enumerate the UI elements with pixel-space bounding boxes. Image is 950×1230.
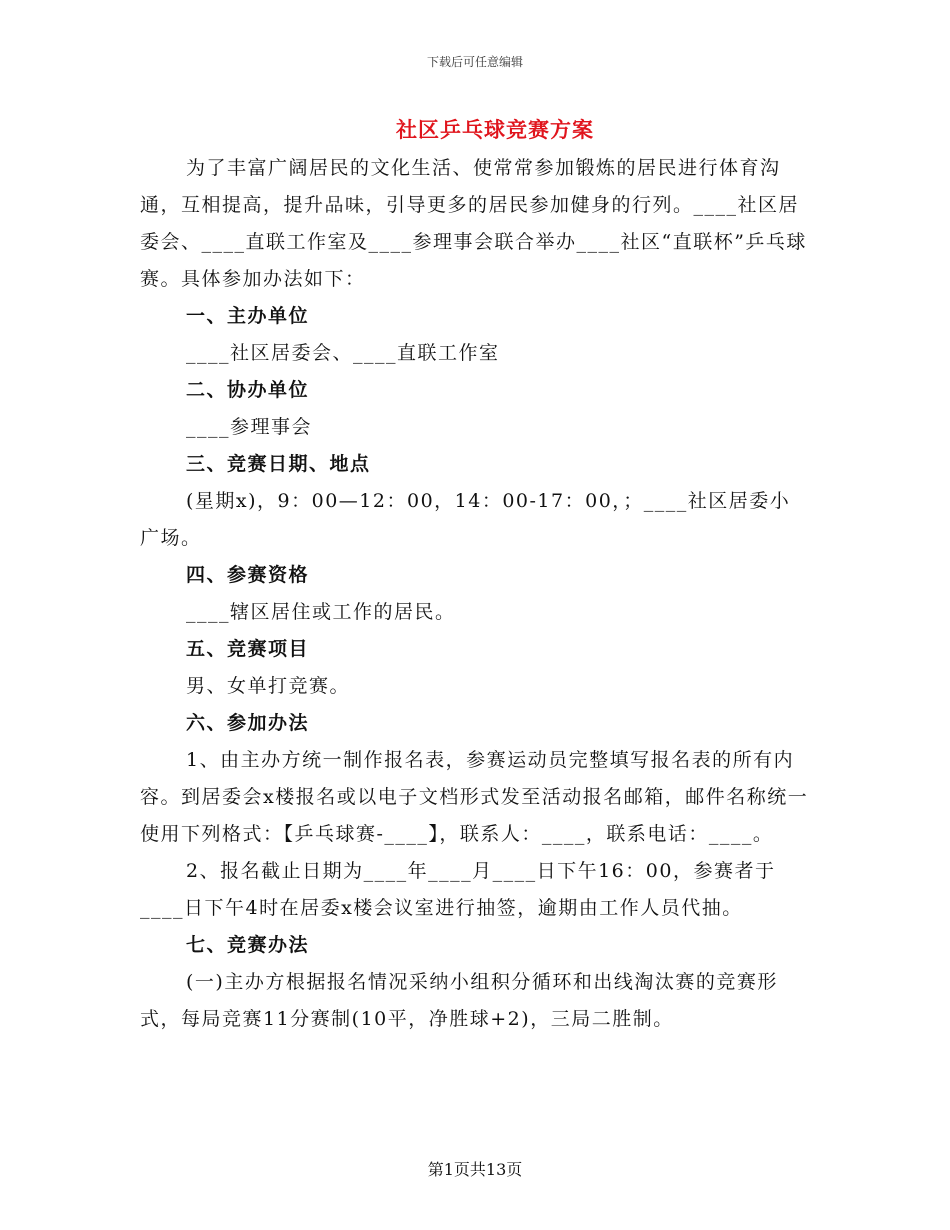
signup-item-2: 2、报名截止日期为____年____月____日下午16：00，参赛者于____日下午4时在居委x楼会议室进行抽签，逾期由工作人员代抽。 xyxy=(140,860,776,919)
section-body-events: 男、女单打竞赛。 xyxy=(186,675,351,697)
section-heading-signup: 六、参加办法 xyxy=(186,712,310,734)
section-body-co-organizer: ____参理事会 xyxy=(186,416,313,438)
section-heading-organizer: 一、主办单位 xyxy=(186,305,310,327)
section-body-rules: (一)主办方根据报名情况采纳小组积分循环和出线淘汰赛的竞赛形式，每局竞赛11分赛制(10平，净胜球+2)，三局二胜制。 xyxy=(140,971,778,1030)
section-heading-date-location: 三、竞赛日期、地点 xyxy=(186,453,371,475)
intro-paragraph: 为了丰富广阔居民的文化生活、使常常参加锻炼的居民进行体育沟通，互相提高，提升品味，引导更多的居民参加健身的行列。____社区居委会、____直联工作室及____参理事会联合举办____社区“直联杯”乒乓球赛。具体参加办法如下： xyxy=(140,157,807,290)
section-body-date-location: (星期x)，9：00—12：00，14：00-17：00，；____社区居委小广场。 xyxy=(140,490,791,549)
signup-item-1: 1、由主办方统一制作报名表，参赛运动员完整填写报名表的所有内容。到居委会x楼报名或以电子文档形式发至活动报名邮箱，邮件名称统一使用下列格式：【乒乓球赛-____】，联系人：____，联系电话：____。 xyxy=(140,749,809,845)
header-note: 下载后可任意编辑 xyxy=(426,55,523,69)
section-body-organizer: ____社区居委会、____直联工作室 xyxy=(186,342,500,364)
section-body-eligibility: ____辖区居住或工作的居民。 xyxy=(186,601,456,623)
section-heading-eligibility: 四、参赛资格 xyxy=(186,564,310,586)
section-heading-co-organizer: 二、协办单位 xyxy=(186,379,310,401)
page-number: 第1页共13页 xyxy=(427,1160,523,1179)
document-body xyxy=(140,150,810,1038)
section-heading-events: 五、竞赛项目 xyxy=(186,638,310,660)
section-heading-rules: 七、竞赛办法 xyxy=(186,934,310,956)
document-title: 社区乒乓球竞赛方案 xyxy=(396,117,594,142)
